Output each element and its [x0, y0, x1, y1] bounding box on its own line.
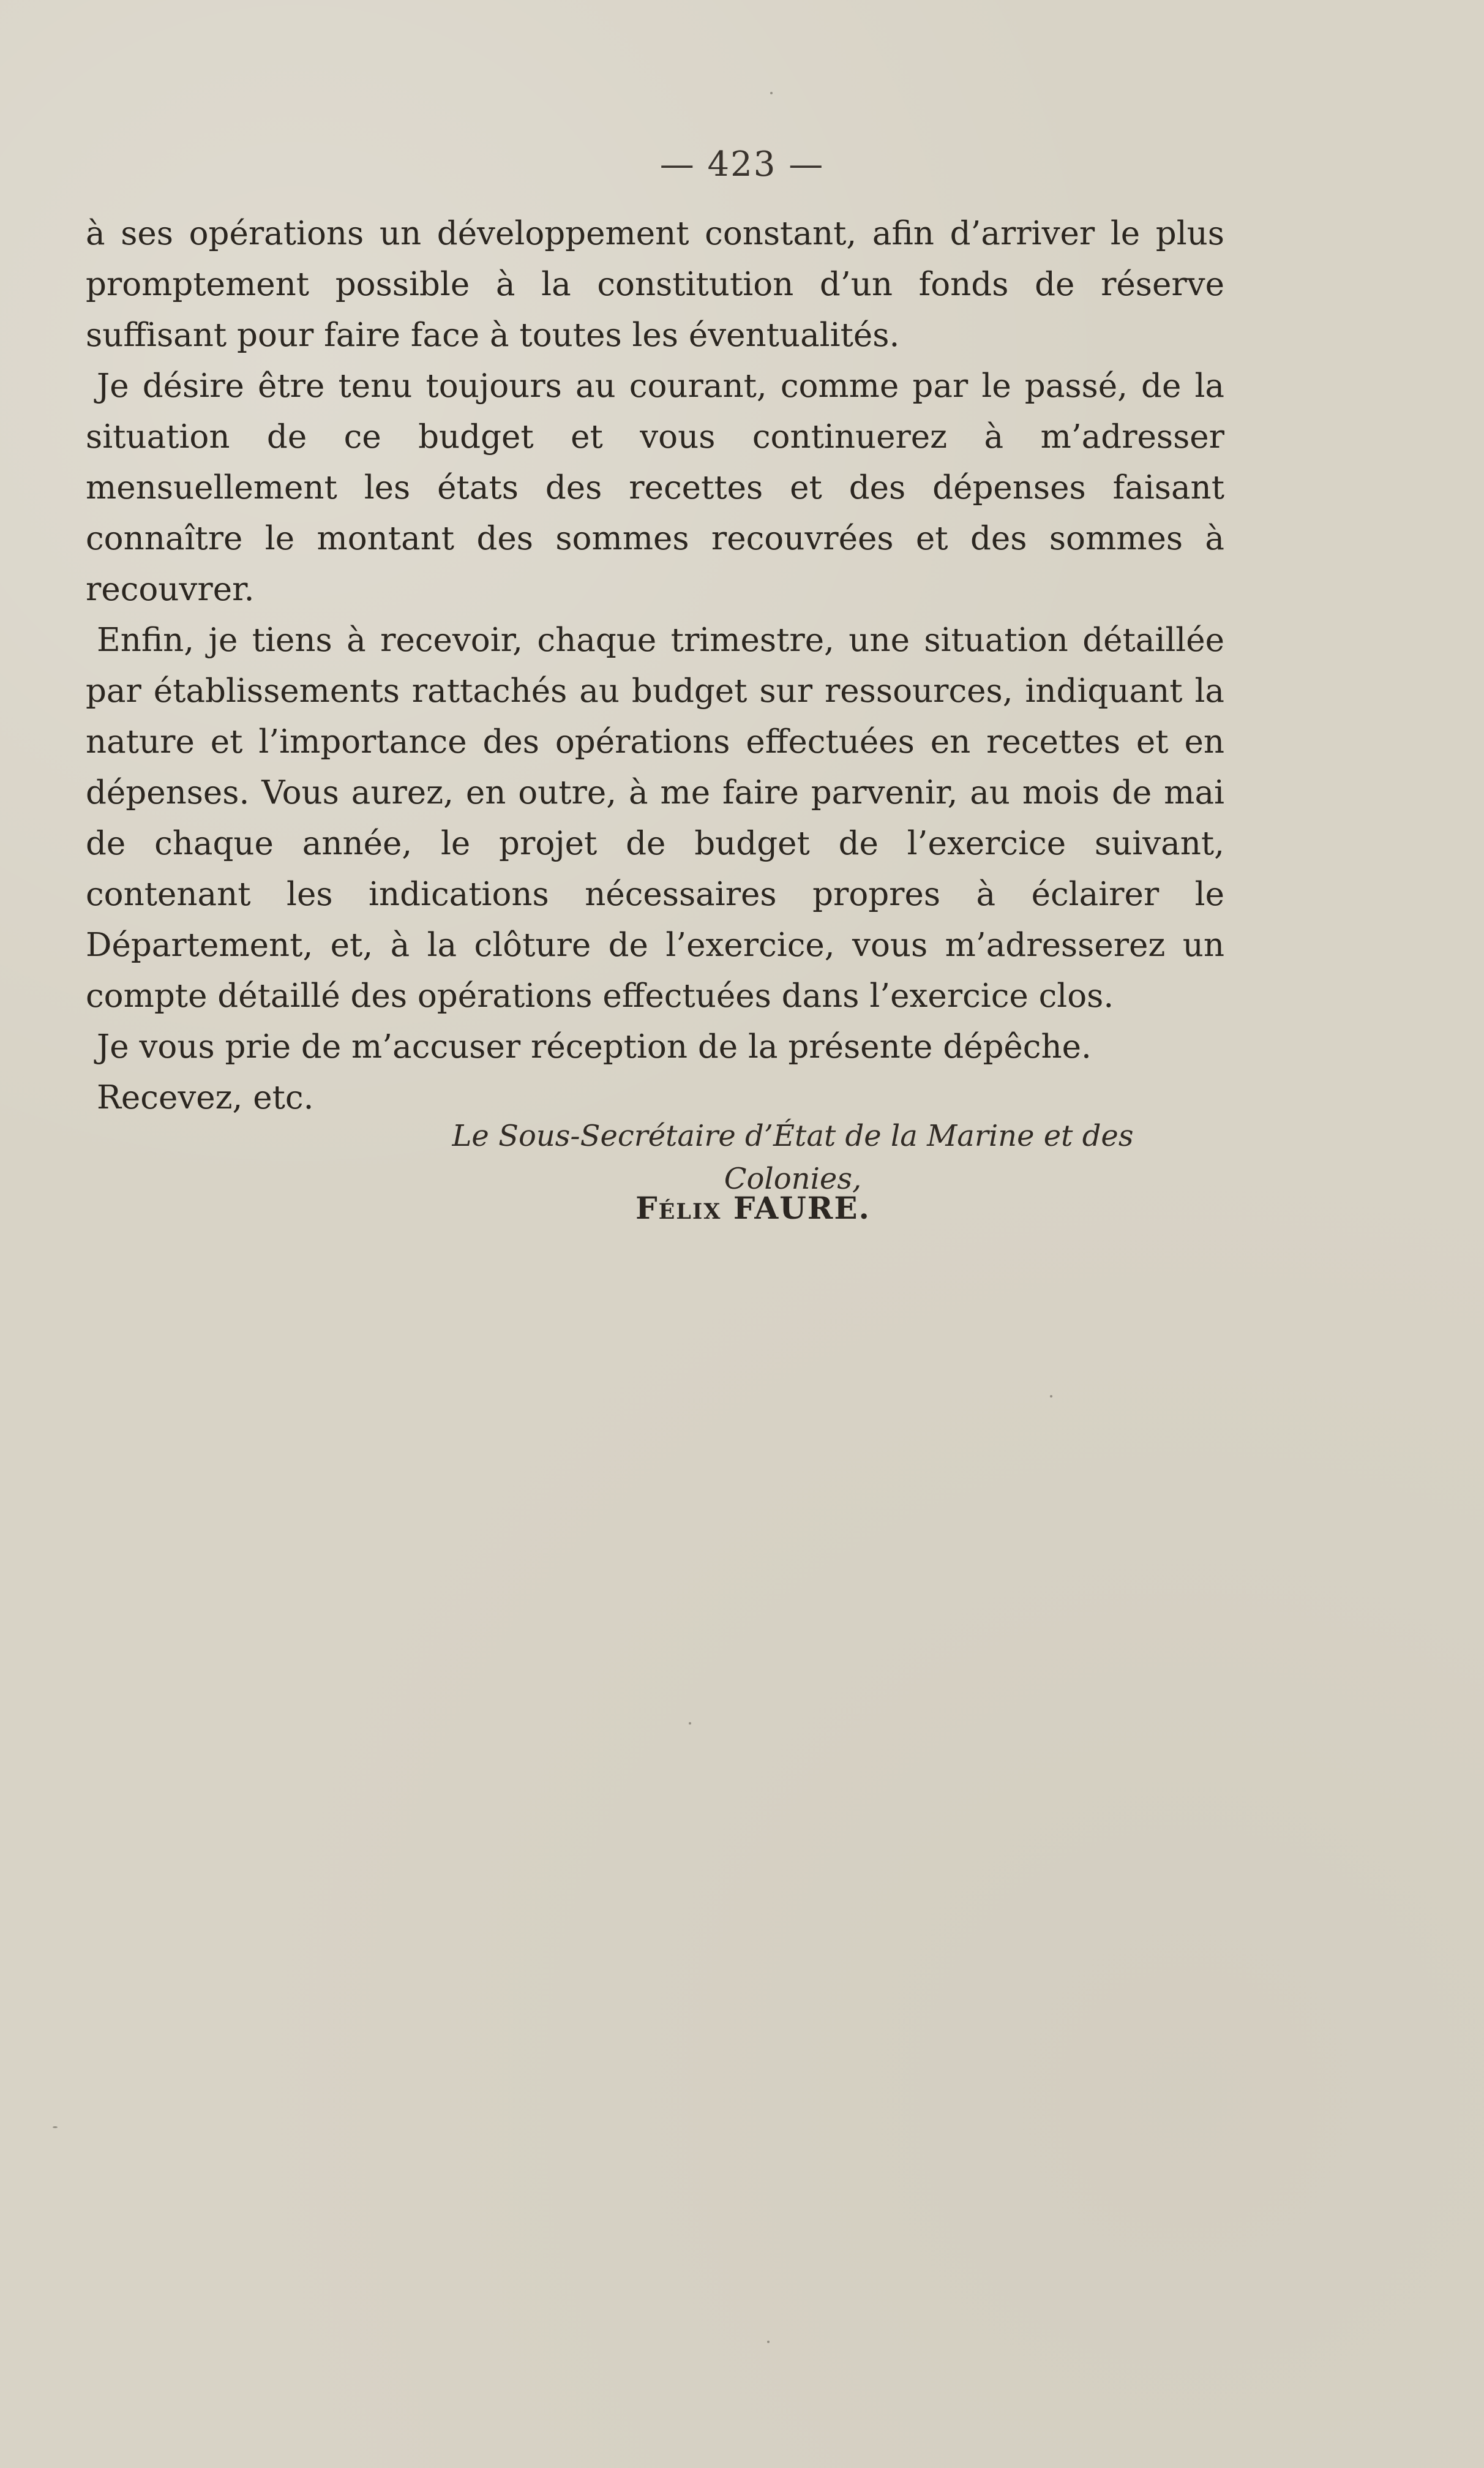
paper-speck [767, 2341, 770, 2343]
signature-name: Félix FAURE. [635, 1190, 871, 1226]
letter-body [86, 208, 1224, 1123]
paragraph-3: Enfin, je tiens à recevoir, chaque trimestre, une situation détaillée par établissements rattachés au budget sur ressources, indiquant la nature et l’importance des opérations effectuées en recettes et en dépenses. Vous aurez, en outre, à me faire parvenir, au mois de mai de chaque année, le projet de budget de l’exercice suivant, contenant les indications nécessaires propres à éclairer le Département, et, à la clôture de l’exercice, vous m’adresserez un compte détaillé des opérations effectuées dans l’exercice clos. [86, 622, 1224, 1015]
paragraph-5: Recevez, etc. [97, 1079, 314, 1116]
paper-speck [689, 1722, 691, 1725]
paragraph-2: Je désire être tenu toujours au courant, comme par le passé, de la situation de ce budget et vous continuerez à m’adresser mensuellement les états des recettes et des dépenses faisant connaître le montant des sommes recouvrées et des sommes à recouvrer. [86, 367, 1224, 608]
signature-title: Le Sous-Secrétaire d’État de la Marine et des Colonies, [452, 1119, 1134, 1196]
paper-speck [770, 92, 773, 94]
page-number: — 423 — [659, 145, 825, 184]
paper-speck [1050, 1395, 1052, 1398]
paragraph-1: à ses opérations un développement constant, afin d’arriver le plus promptement possible à la constitution d’un fonds de réserve suffisant pour faire face à toutes les éventualités. [86, 215, 1224, 354]
paragraph-4: Je vous prie de m’accuser réception de la présente dépêche. [97, 1028, 1092, 1066]
paper-speck [53, 2126, 58, 2128]
